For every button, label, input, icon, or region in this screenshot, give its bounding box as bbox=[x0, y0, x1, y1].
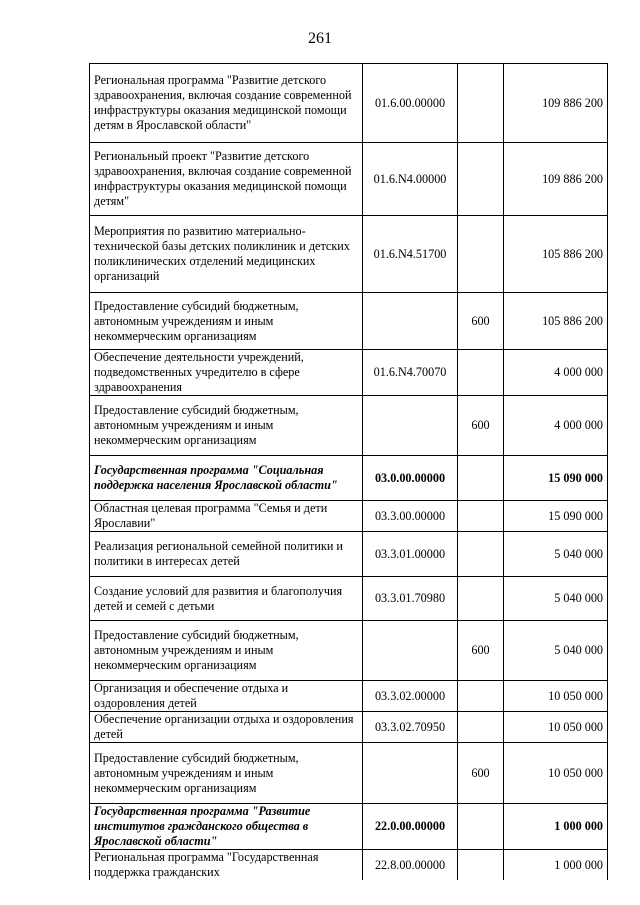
budget-table bbox=[89, 63, 608, 880]
row-expense-type bbox=[458, 501, 504, 532]
row-expense-type bbox=[458, 577, 504, 621]
table-row bbox=[90, 621, 608, 681]
budget-table-body bbox=[90, 64, 608, 881]
row-code: 03.3.01.70980 bbox=[363, 577, 458, 621]
row-code: 22.8.00.00000 bbox=[363, 850, 458, 881]
row-expense-type bbox=[458, 532, 504, 577]
table-row bbox=[90, 293, 608, 350]
row-code: 03.3.02.00000 bbox=[363, 681, 458, 712]
table-row bbox=[90, 216, 608, 293]
row-amount: 109 886 200 bbox=[504, 64, 608, 143]
row-name: Региональная программа "Государственная поддержка гражданских bbox=[90, 850, 363, 881]
table-row bbox=[90, 143, 608, 216]
page-number: 261 bbox=[308, 30, 332, 47]
row-expense-type bbox=[458, 804, 504, 850]
table-row bbox=[90, 681, 608, 712]
row-amount: 5 040 000 bbox=[504, 532, 608, 577]
row-name: Предоставление субсидий бюджетным, автономным учреждениям и иным некоммерческим организациям bbox=[90, 743, 363, 804]
row-name: Предоставление субсидий бюджетным, автономным учреждениям и иным некоммерческим организациям bbox=[90, 293, 363, 350]
row-code: 03.3.00.00000 bbox=[363, 501, 458, 532]
table-row bbox=[90, 456, 608, 501]
table-row bbox=[90, 64, 608, 143]
row-code bbox=[363, 621, 458, 681]
row-name: Предоставление субсидий бюджетным, автономным учреждениям и иным некоммерческим организациям bbox=[90, 621, 363, 681]
row-code bbox=[363, 396, 458, 456]
row-name: Государственная программа "Развитие институтов гражданского общества в Ярославской области" bbox=[90, 804, 363, 850]
row-name: Организация и обеспечение отдыха и оздоровления детей bbox=[90, 681, 363, 712]
table-row bbox=[90, 577, 608, 621]
row-amount: 109 886 200 bbox=[504, 143, 608, 216]
row-amount: 1 000 000 bbox=[504, 850, 608, 881]
row-expense-type: 600 bbox=[458, 293, 504, 350]
row-code: 03.3.02.70950 bbox=[363, 712, 458, 743]
row-name: Создание условий для развития и благополучия детей и семей с детьми bbox=[90, 577, 363, 621]
row-amount: 5 040 000 bbox=[504, 621, 608, 681]
row-expense-type bbox=[458, 350, 504, 396]
row-amount: 4 000 000 bbox=[504, 350, 608, 396]
row-expense-type: 600 bbox=[458, 743, 504, 804]
row-expense-type: 600 bbox=[458, 621, 504, 681]
table-row bbox=[90, 532, 608, 577]
row-amount: 10 050 000 bbox=[504, 712, 608, 743]
row-amount: 10 050 000 bbox=[504, 681, 608, 712]
row-name: Предоставление субсидий бюджетным, автономным учреждениям и иным некоммерческим организациям bbox=[90, 396, 363, 456]
row-amount: 15 090 000 bbox=[504, 501, 608, 532]
table-row bbox=[90, 501, 608, 532]
row-code: 03.0.00.00000 bbox=[363, 456, 458, 501]
row-code: 03.3.01.00000 bbox=[363, 532, 458, 577]
row-code bbox=[363, 743, 458, 804]
row-code: 22.0.00.00000 bbox=[363, 804, 458, 850]
row-name: Региональный проект "Развитие детского здравоохранения, включая создание современной инфраструктуры оказания медицинской помощи детям" bbox=[90, 143, 363, 216]
row-amount: 4 000 000 bbox=[504, 396, 608, 456]
row-expense-type bbox=[458, 456, 504, 501]
row-expense-type bbox=[458, 64, 504, 143]
row-code: 01.6.N4.70070 bbox=[363, 350, 458, 396]
table-row bbox=[90, 712, 608, 743]
row-amount: 10 050 000 bbox=[504, 743, 608, 804]
row-code: 01.6.N4.51700 bbox=[363, 216, 458, 293]
row-name: Обеспечение организации отдыха и оздоровления детей bbox=[90, 712, 363, 743]
row-amount: 5 040 000 bbox=[504, 577, 608, 621]
table-row bbox=[90, 350, 608, 396]
table-row bbox=[90, 743, 608, 804]
row-expense-type: 600 bbox=[458, 396, 504, 456]
row-expense-type bbox=[458, 216, 504, 293]
row-name: Государственная программа "Социальная поддержка населения Ярославской области" bbox=[90, 456, 363, 501]
row-expense-type bbox=[458, 850, 504, 881]
table-row bbox=[90, 850, 608, 881]
row-name: Реализация региональной семейной политики и политики в интересах детей bbox=[90, 532, 363, 577]
table-row bbox=[90, 804, 608, 850]
row-amount: 105 886 200 bbox=[504, 216, 608, 293]
row-name: Мероприятия по развитию материально-технической базы детских поликлиник и детских поликлинических отделений медицинских организаций bbox=[90, 216, 363, 293]
row-expense-type bbox=[458, 681, 504, 712]
row-code bbox=[363, 293, 458, 350]
table-row bbox=[90, 396, 608, 456]
row-name: Областная целевая программа "Семья и дети Ярославии" bbox=[90, 501, 363, 532]
row-name: Региональная программа "Развитие детского здравоохранения, включая создание современной инфраструктуры оказания медицинской помощи детям в Ярославской области" bbox=[90, 64, 363, 143]
row-amount: 15 090 000 bbox=[504, 456, 608, 501]
row-expense-type bbox=[458, 143, 504, 216]
row-code: 01.6.00.00000 bbox=[363, 64, 458, 143]
row-amount: 1 000 000 bbox=[504, 804, 608, 850]
row-amount: 105 886 200 bbox=[504, 293, 608, 350]
row-name: Обеспечение деятельности учреждений, подведомственных учредителю в сфере здравоохранения bbox=[90, 350, 363, 396]
row-code: 01.6.N4.00000 bbox=[363, 143, 458, 216]
row-expense-type bbox=[458, 712, 504, 743]
